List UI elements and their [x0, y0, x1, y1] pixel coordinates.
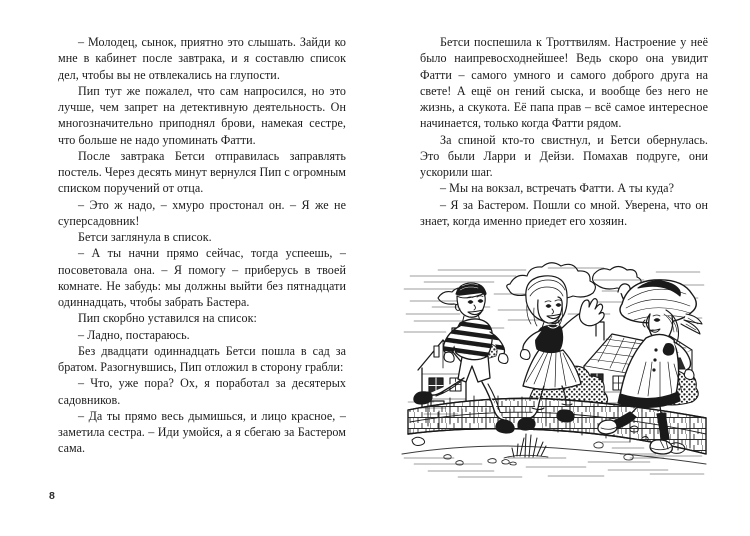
chapter-illustration: [398, 258, 710, 480]
left-text-column: [58, 34, 346, 457]
paragraph: – Это ж надо, – хмуро простонал он. – Я же не суперсадовник!: [58, 197, 346, 228]
paragraph: – А ты начни прямо сейчас, тогда успеешь, – посоветовала она. – Я помогу – приберусь в твоей комнате. Не забудь: мы должны выйти без пятнадцати одиннадцать, чтобы забрать Бастера.: [58, 246, 346, 309]
paragraph: – Что, уже пора? Ох, я поработал за десятерых садовников.: [58, 376, 346, 407]
paragraph: За спиной кто-то свистнул, и Бетси обернулась. Это были Ларри и Дейзи. Помахав подруге, они ускорили шаг.: [420, 132, 708, 179]
paragraph: Бетси поспешила к Троттвилям. Настроение у неё было наипревосходнейшее! Ведь скоро она увидит Фатти – самого умного и самого доброго друга на свете! А ещё он гений сыска, и вообще без него не жизнь, а скукота. Её папа прав – всё самое интересное начинается, только когда Фатти рядом.: [420, 35, 708, 131]
paragraph: – Мы на вокзал, встречать Фатти. А ты куда?: [440, 181, 674, 196]
paragraph: – Да ты прямо весь дымишься, и лицо красное, – заметила сестра. – Иди умойся, а я сбегаю за Бастером сама.: [58, 408, 346, 456]
paragraph: Пип тут же пожалел, что сам напросился, но это лучше, чем запрет на детективную деятельность. Он многозначительно приподнял брови, намекая сестре, что больше не надо упоминать Фатти.: [58, 83, 346, 147]
paragraph: – Молодец, сынок, приятно это слышать. Зайди ко мне в кабинет после завтрака, и я составлю список дел, чтобы вы не отвлекались на глупости.: [58, 35, 346, 82]
paragraph: Без двадцати одиннадцать Бетси пошла в сад за братом. Разогнувшись, Пип отложил в сторону грабли:: [58, 343, 346, 374]
illustration-artwork: [398, 258, 710, 480]
paragraph: – Я за Бастером. Пошли со мной. Уверена, что он знает, когда именно приедет его хозяин.: [420, 197, 708, 228]
page-number: 8: [49, 490, 55, 502]
right-text-column: [420, 34, 708, 229]
grass-tuft: [502, 434, 548, 465]
paragraph: Бетси заглянула в список.: [78, 230, 212, 244]
paragraph: Пип скорбно уставился на список:: [78, 311, 257, 326]
paragraph: – Ладно, постараюсь.: [78, 327, 190, 342]
paragraph: После завтрака Бетси отправилась заправлять постель. Через десять минут вернулся Пип с огромным списком поручений от отца.: [58, 148, 347, 196]
